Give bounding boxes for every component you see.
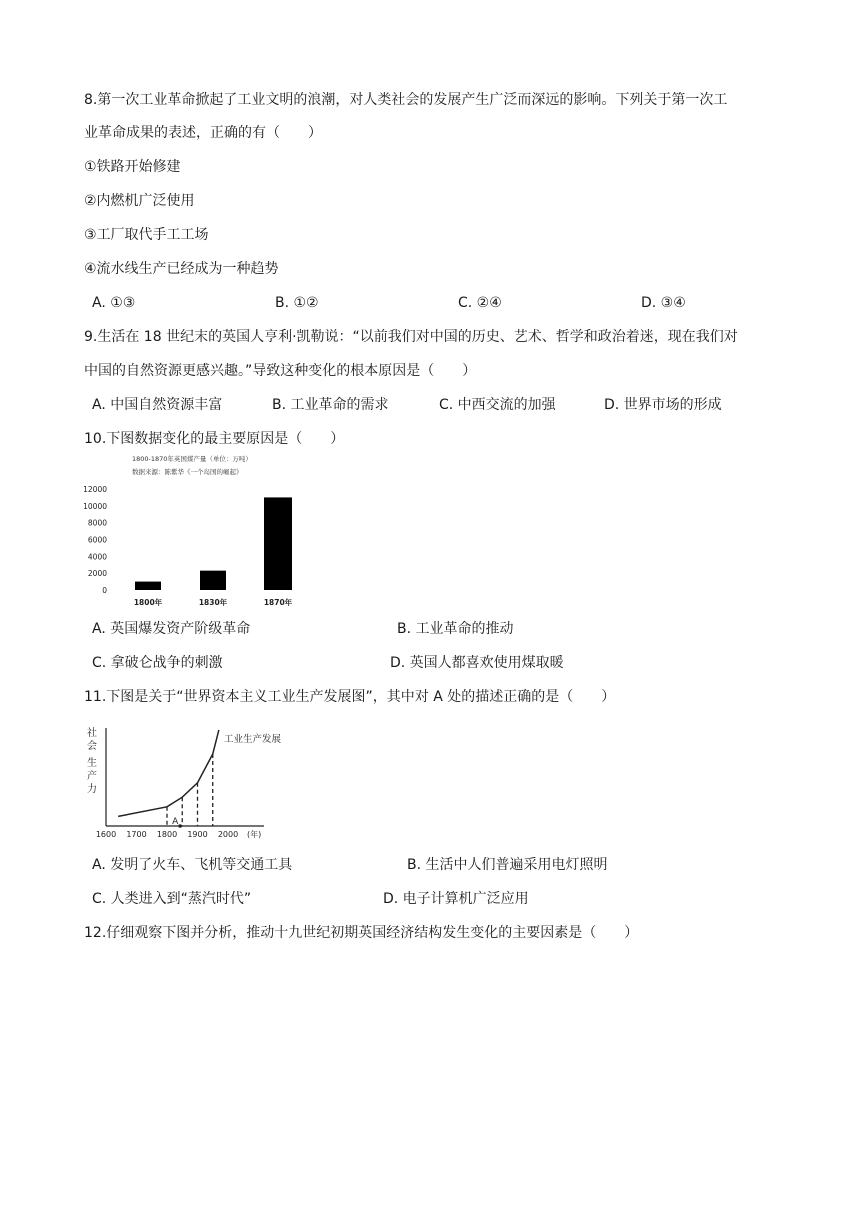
coal-output-bar-chart [80,452,320,614]
chart-y-label-1: 社 [87,728,97,739]
x-tick-label: 1800年 [133,598,163,607]
x-tick-label: 1800 [156,830,178,839]
chart-title: 1800-1870年英国煤产量（单位：万吨） [132,455,252,463]
q11-option-c[interactable]: C. 人类进入到“蒸汽时代” [92,891,252,907]
chart-y-label-4: 产 [87,771,97,782]
q11-option-b[interactable]: B. 生活中人们普遍采用电灯照明 [407,857,608,873]
x-tick-label: 1700 [126,830,147,839]
q8-stem-line1: 8.第一次工业革命掀起了工业文明的浪潮，对人类社会的发展产生广泛而深远的影响。下列关于第一次工 [84,92,728,108]
chart-y-label-2: 会 [87,741,97,752]
q10-option-c[interactable]: C. 拿破仑战争的刺激 [92,655,223,671]
q8-option-b[interactable]: B. ①② [275,295,319,311]
q8-item-4: ④流水线生产已经成为一种趋势 [84,261,279,277]
bar-1870年 [264,497,292,590]
y-tick-label: 6000 [87,535,107,545]
q8-option-d[interactable]: D. ③④ [641,295,686,311]
q11-stem: 11.下图是关于“世界资本主义工业生产发展图”，其中对 A 处的描述正确的是（ ） [84,689,616,705]
x-tick-label: 1600 [95,830,117,839]
x-tick-label: 2000 [217,830,239,839]
q8-stem-line2: 业革命成果的表述，正确的有（ ） [84,125,322,141]
industrial-production-line-chart [84,722,284,844]
chart-subtitle: 数据来源：陈紫华《一个岛国的崛起》 [132,468,243,476]
annotation-a: A [172,817,179,827]
q9-option-a[interactable]: A. 中国自然资源丰富 [92,397,223,413]
q10-option-d[interactable]: D. 英国人都喜欢使用煤取暖 [390,655,564,671]
q9-option-c[interactable]: C. 中西交流的加强 [439,397,556,413]
q11-option-d[interactable]: D. 电子计算机广泛应用 [383,891,529,907]
bar-1800年 [135,582,161,590]
q8-option-c[interactable]: C. ②④ [458,295,502,311]
y-tick-label: 8000 [87,518,107,528]
q9-stem-line2: 中国的自然资源更感兴趣。”导致这种变化的根本原因是（ ） [84,363,477,379]
bar-1830年 [200,571,226,590]
q9-stem-line1: 9.生活在 18 世纪末的英国人亨利·凯勒说：“以前我们对中国的历史、艺术、哲学和政治着迷，现在我们对 [84,329,738,345]
chart-y-label-3: 生 [87,758,97,769]
q9-option-d[interactable]: D. 世界市场的形成 [604,397,722,413]
y-tick-label: 2000 [87,569,107,579]
x-tick-label: 1900 [187,830,208,839]
x-tick-label: 1870年 [263,598,293,607]
series-label: 工业生产发展 [224,734,282,745]
annotation-a-dot [178,824,182,828]
q12-stem: 12.仔细观察下图并分析，推动十九世纪初期英国经济结构发生变化的主要因素是（ ） [84,925,639,941]
q10-option-b[interactable]: B. 工业革命的推动 [397,621,514,637]
q11-option-a[interactable]: A. 发明了火车、飞机等交通工具 [92,857,293,873]
y-tick-label: 12000 [83,485,107,494]
x-tick-label: 1830年 [198,598,228,607]
x-axis-label: (年) [247,830,262,839]
q8-item-1: ①铁路开始修建 [84,159,181,175]
q8-item-2: ②内燃机广泛使用 [84,193,195,209]
q8-item-3: ③工厂取代手工工场 [84,227,209,243]
y-tick-label: 0 [102,586,107,595]
y-tick-label: 4000 [87,552,107,562]
q10-stem: 10.下图数据变化的最主要原因是（ ） [84,431,345,447]
q9-option-b[interactable]: B. 工业革命的需求 [272,397,389,413]
chart-y-label-5: 力 [87,784,97,795]
y-tick-label: 10000 [83,501,107,511]
q10-option-a[interactable]: A. 英国爆发资产阶级革命 [92,621,251,637]
series-line [118,730,219,816]
q8-option-a[interactable]: A. ①③ [92,295,136,311]
